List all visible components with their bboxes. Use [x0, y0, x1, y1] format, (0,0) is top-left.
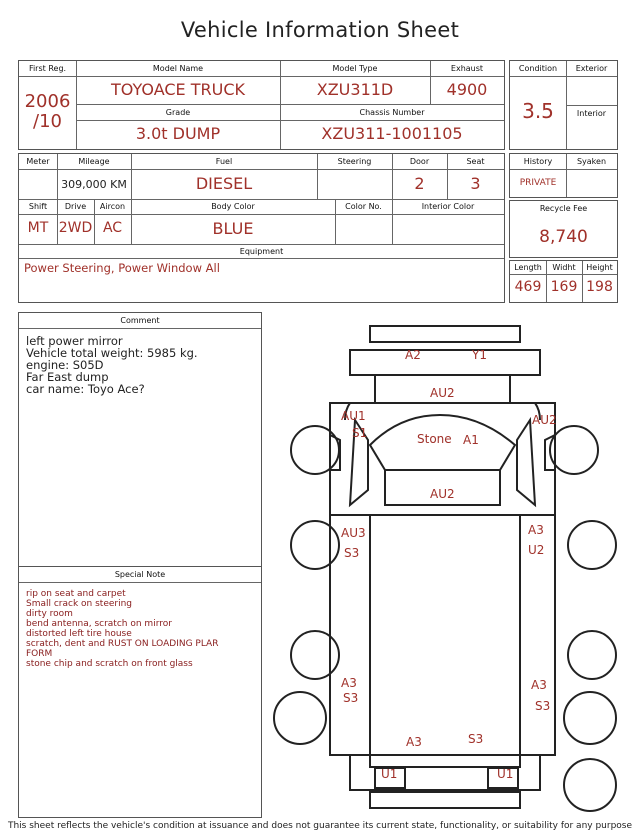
rear-step: [370, 755, 520, 767]
mark-au1: AU1: [341, 409, 366, 423]
history-value: PRIVATE: [519, 178, 557, 188]
mid-left-wheel: [291, 521, 339, 569]
history-box: [509, 153, 618, 198]
mark-y1: Y1: [472, 348, 487, 362]
front-right-wheel: [550, 426, 598, 474]
special-note-line-6: scratch, dent and RUST ON LOADING PLAR: [26, 639, 219, 649]
first-reg-year: 2006: [24, 91, 71, 112]
mark-a3-rear: A3: [406, 735, 422, 749]
grade-label: Grade: [165, 108, 191, 117]
length-label: Length: [514, 263, 542, 272]
model-type-label: Model Type: [332, 64, 378, 73]
recycle-fee-value: 8,740: [539, 227, 588, 247]
mark-a3-right-rear: A3: [531, 678, 547, 692]
cargo-floor: [370, 515, 520, 755]
equipment-value: Power Steering, Power Window All: [24, 261, 220, 275]
mark-au2-hood: AU2: [430, 386, 455, 400]
cargo-bed: [330, 515, 555, 755]
rear-right-wheel-1: [568, 631, 616, 679]
aircon-value: AC: [102, 220, 123, 236]
mark-a1: A1: [463, 433, 479, 447]
steering-label: Steering: [337, 157, 372, 166]
fuel-label: Fuel: [215, 157, 233, 166]
drive-value: 2WD: [58, 220, 93, 236]
first-reg-label: First Reg.: [28, 64, 67, 73]
model-name-label: Model Name: [152, 64, 204, 73]
comment-line-5: car name: Toyo Ace?: [26, 382, 145, 396]
mark-s3-left-rear: S3: [343, 691, 359, 705]
comment-label: Comment: [120, 316, 160, 325]
mark-au2-right: AU2: [532, 413, 557, 427]
condition-value: 3.5: [522, 99, 554, 123]
right-window: [517, 420, 535, 505]
mark-a3-left-rear: A3: [341, 676, 357, 690]
front-left-wheel: [291, 426, 339, 474]
body-color-label: Body Color: [211, 202, 255, 211]
sheet-title: Vehicle Information Sheet: [180, 18, 460, 42]
detail-info-box: [18, 153, 505, 303]
special-note-line-1: rip on seat and carpet: [26, 589, 126, 599]
interior-label: Interior: [576, 109, 607, 118]
hood-panel: [350, 350, 540, 375]
history-label: History: [523, 157, 553, 166]
mileage-value: 309,000 KM: [61, 178, 127, 191]
door-label: Door: [409, 157, 430, 166]
main-info-box: [18, 60, 505, 150]
mark-s3-left: S3: [344, 546, 360, 560]
exhaust-label: Exhaust: [450, 64, 484, 73]
mark-stone: Stone: [417, 432, 452, 446]
model-type-value: XZU311D: [316, 80, 394, 99]
special-note-label: Special Note: [114, 570, 166, 579]
footer-disclaimer: This sheet reflects the vehicle's condition at issuance and does not guarantee its current state, functionality, or suitability for any purpose: [7, 821, 633, 831]
rear-bumper: [370, 792, 520, 808]
door-value: 2: [414, 174, 425, 193]
dimensions-box: [509, 260, 618, 303]
color-no-label: Color No.: [345, 202, 382, 211]
first-reg-month: /10: [33, 111, 62, 132]
rear-right-wheel-2: [564, 692, 616, 744]
mark-au2-roof: AU2: [430, 487, 455, 501]
grade-value: 3.0t DUMP: [135, 124, 221, 143]
special-note-line-8: stone chip and scratch on front glass: [26, 659, 193, 669]
exterior-label: Exterior: [575, 64, 608, 73]
special-note-line-5: distorted left tire house: [26, 629, 132, 639]
height-label: Height: [586, 263, 613, 272]
exhaust-value: 4900: [446, 80, 488, 99]
mileage-label: Mileage: [78, 157, 110, 166]
mark-u2: U2: [528, 543, 545, 557]
syaken-label: Syaken: [576, 157, 607, 166]
spare-wheel: [564, 759, 616, 811]
height-value: 198: [586, 279, 613, 295]
chassis-number-value: XZU311-1001105: [321, 124, 463, 143]
mark-s1: S1: [352, 426, 368, 440]
seat-label: Seat: [466, 157, 485, 166]
vehicle-damage-diagram: [268, 312, 638, 818]
body-color-value: BLUE: [212, 219, 254, 238]
mark-u1-right: U1: [497, 767, 514, 781]
special-note-line-3: dirty room: [26, 609, 73, 619]
fuel-value: DIESEL: [195, 174, 253, 193]
comment-line-4: Far East dump: [26, 370, 109, 384]
model-name-value: TOYOACE TRUCK: [111, 80, 245, 99]
recycle-fee-box: [509, 200, 618, 258]
mark-au3: AU3: [341, 526, 366, 540]
shift-value: MT: [27, 220, 49, 236]
mark-a2: A2: [405, 348, 421, 362]
front-bumper: [370, 326, 520, 342]
meter-label: Meter: [26, 157, 50, 166]
seat-value: 3: [470, 174, 481, 193]
interior-color-label: Interior Color: [421, 202, 475, 211]
mark-s3-rear: S3: [468, 732, 484, 746]
chassis-number-label: Chassis Number: [359, 108, 425, 117]
special-note-box: [18, 566, 262, 818]
special-note-line-7: FORM: [26, 649, 53, 659]
mark-a3-right: A3: [528, 523, 544, 537]
comment-line-2: Vehicle total weight: 5985 kg.: [26, 346, 198, 360]
special-note-line-4: bend antenna, scratch on mirror: [26, 619, 172, 629]
condition-box: [509, 60, 618, 150]
mark-u1-left: U1: [381, 767, 398, 781]
drive-label: Drive: [64, 202, 87, 211]
comment-box: [18, 312, 262, 567]
comment-line-3: engine: S05D: [26, 358, 104, 372]
rear-left-wheel-2: [274, 692, 326, 744]
equipment-label: Equipment: [239, 247, 284, 256]
mark-s3-right-rear: S3: [535, 699, 551, 713]
condition-label: Condition: [518, 64, 558, 73]
length-value: 469: [514, 279, 542, 295]
mid-right-wheel: [568, 521, 616, 569]
rear-left-wheel-1: [291, 631, 339, 679]
width-value: 169: [550, 279, 578, 295]
shift-label: Shift: [28, 202, 48, 211]
aircon-label: Aircon: [99, 202, 126, 211]
width-label: Widht: [552, 263, 576, 272]
comment-line-1: left power mirror: [26, 334, 123, 348]
recycle-fee-label: Recycle Fee: [539, 204, 588, 213]
special-note-line-2: Small crack on steering: [26, 599, 133, 609]
